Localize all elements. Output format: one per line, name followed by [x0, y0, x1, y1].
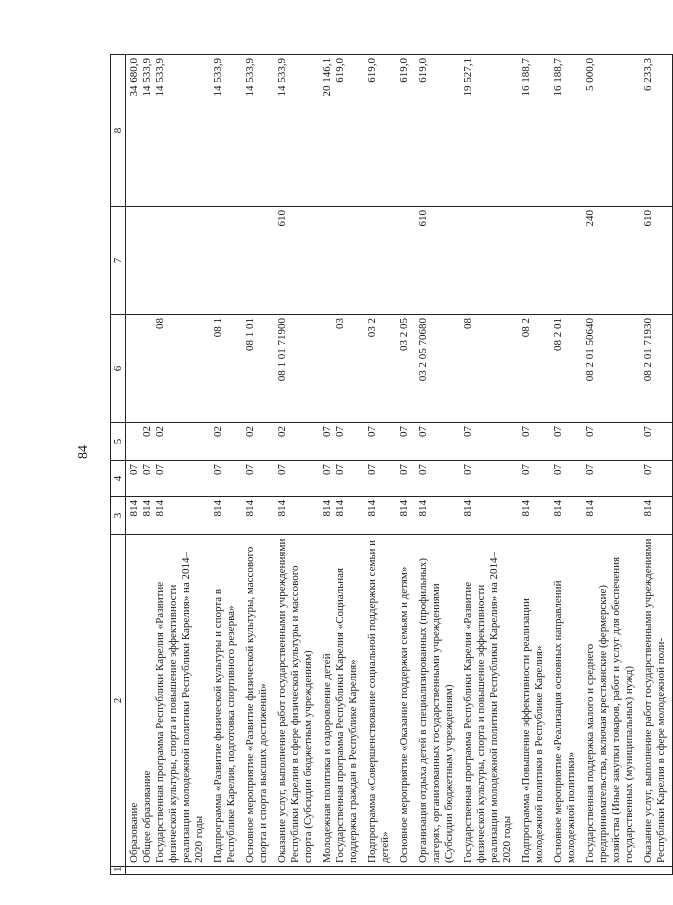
row-description: Организация отдыха детей в специализированных (профильных) лагерях, организованных государственными учреждениями (Субсидии бюджетным учреждениям) [415, 535, 460, 867]
row-cell-c4: 07 [415, 461, 460, 497]
row-cell-c3: 814 [550, 497, 582, 535]
row-cell-c4: 07 [460, 461, 518, 497]
row-description: Оказание услуг, выполнение работ государственными учреждениями Республики Карелия в сфере молодежной поли- [640, 535, 673, 867]
row-cell-c5: 07 07 [319, 423, 364, 461]
row-cell-c6: 08 2 01 [550, 315, 582, 423]
table-row [242, 55, 274, 875]
row-description: Образование Общее образование Государственная программа Республики Карелия «Развитие физической культуры, спорта и повышение эффективности реализации молодежной политики Республики Карелия» на 2014–2020 годы [126, 535, 211, 867]
row-cell-c6: 03 [319, 315, 364, 423]
row-cell-c8: 16 188,7 [550, 55, 582, 207]
row-cell-c8: 16 188,7 [518, 55, 550, 207]
row-description: Основное мероприятие «Оказание поддержки семьям и детям» [396, 535, 415, 867]
column-header: 5 [111, 423, 126, 461]
row-cell-c1 [582, 867, 640, 875]
row-cell-c4: 07 [242, 461, 274, 497]
row-cell-c5: 07 [518, 423, 550, 461]
row-cell-c3: 814 [210, 497, 242, 535]
row-cell-c8: 14 533,9 [242, 55, 274, 207]
row-cell-c7: 240 [582, 207, 640, 315]
row-cell-c5: 07 [460, 423, 518, 461]
table-row [415, 55, 460, 875]
row-cell-c7: 610 [274, 207, 319, 315]
row-description: Основное мероприятие «Развитие физической культуры, массового спорта и спорта высших достижений» [242, 535, 274, 867]
row-cell-c1 [396, 867, 415, 875]
row-cell-c7 [210, 207, 242, 315]
table-row [274, 55, 319, 875]
row-description: Подпрограмма «Повышение эффективности реализации молодежной политики в Республике Карелия» [518, 535, 550, 867]
row-cell-c8: 619,0 [364, 55, 396, 207]
row-cell-c4: 07 [640, 461, 673, 497]
row-cell-c6: 08 2 01 50640 [582, 315, 640, 423]
row-cell-c3: 814 [640, 497, 673, 535]
row-cell-c8: 19 527,1 [460, 55, 518, 207]
row-cell-c1 [415, 867, 460, 875]
row-cell-c7 [396, 207, 415, 315]
budget-table-container [110, 55, 667, 875]
row-cell-c5: 07 [415, 423, 460, 461]
column-header: 8 [111, 55, 126, 207]
row-cell-c7: 610 [640, 207, 673, 315]
row-cell-c8: 619,0 [415, 55, 460, 207]
row-cell-c1 [518, 867, 550, 875]
row-cell-c1 [550, 867, 582, 875]
row-cell-c4: 07 [210, 461, 242, 497]
row-cell-c4: 07 [274, 461, 319, 497]
row-cell-c4: 07 [550, 461, 582, 497]
row-cell-c8: 14 533,9 [210, 55, 242, 207]
row-cell-c1 [126, 867, 211, 875]
row-cell-c7 [550, 207, 582, 315]
row-cell-c3: 814 [274, 497, 319, 535]
table-row [126, 55, 211, 875]
table-row [518, 55, 550, 875]
row-cell-c5: 07 [582, 423, 640, 461]
row-cell-c1 [319, 867, 364, 875]
row-description: Молодежная политика и оздоровление детей Государственная программа Республики Карелия «Социальная поддержка граждан в Республике Карелия» [319, 535, 364, 867]
row-cell-c1 [460, 867, 518, 875]
row-cell-c8: 5 000,0 [582, 55, 640, 207]
row-cell-c1 [210, 867, 242, 875]
row-cell-c3: 814 [364, 497, 396, 535]
column-header: 3 [111, 497, 126, 535]
row-cell-c7: 610 [415, 207, 460, 315]
row-cell-c6: 08 1 [210, 315, 242, 423]
row-cell-c4: 07 [582, 461, 640, 497]
column-header: 1 [111, 867, 126, 875]
row-cell-c3: 814 [582, 497, 640, 535]
row-cell-c5: 02 02 [126, 423, 211, 461]
row-description: Основное мероприятие «Реализация основных направлений молодежной политики» [550, 535, 582, 867]
row-cell-c3: 814 [242, 497, 274, 535]
table-row [582, 55, 640, 875]
row-cell-c7 [460, 207, 518, 315]
column-header: 2 [111, 535, 126, 867]
row-cell-c8: 6 233,3 [640, 55, 673, 207]
row-cell-c5: 02 [210, 423, 242, 461]
row-cell-c5: 02 [274, 423, 319, 461]
row-cell-c1 [242, 867, 274, 875]
row-cell-c6: 08 1 01 71900 [274, 315, 319, 423]
table-row [364, 55, 396, 875]
row-cell-c3: 814 814 [319, 497, 364, 535]
table-row [550, 55, 582, 875]
row-cell-c7 [126, 207, 211, 315]
row-cell-c1 [274, 867, 319, 875]
table-row [210, 55, 242, 875]
row-cell-c6: 08 2 01 71930 [640, 315, 673, 423]
table-row [460, 55, 518, 875]
row-cell-c3: 814 [415, 497, 460, 535]
table-row [396, 55, 415, 875]
row-cell-c6: 08 2 [518, 315, 550, 423]
row-cell-c6: 08 [126, 315, 211, 423]
row-cell-c6: 03 2 05 70680 [415, 315, 460, 423]
row-cell-c5: 07 [364, 423, 396, 461]
row-cell-c6: 03 2 [364, 315, 396, 423]
column-header: 4 [111, 461, 126, 497]
table-row [319, 55, 364, 875]
table-row [640, 55, 673, 875]
row-cell-c7 [319, 207, 364, 315]
row-cell-c8: 20 146,1 619,0 [319, 55, 364, 207]
row-cell-c1 [640, 867, 673, 875]
row-cell-c6: 08 [460, 315, 518, 423]
row-description: Подпрограмма «Совершенствование социальной поддержки семьи и детей» [364, 535, 396, 867]
column-header: 7 [111, 207, 126, 315]
row-cell-c6: 08 1 01 [242, 315, 274, 423]
row-cell-c1 [364, 867, 396, 875]
row-cell-c6: 03 2 05 [396, 315, 415, 423]
row-cell-c4: 07 07 [319, 461, 364, 497]
row-description: Государственная программа Республики Карелия «Развитие физической культуры, спорта и повышение эффективности реализации молодежной политики Республики Карелия» на 2014–2020 годы [460, 535, 518, 867]
row-description: Оказание услуг, выполнение работ государственными учреждениями Республики Карелия в сфере физической культуры и массового спорта (Субсидии бюджетным учреждениям) [274, 535, 319, 867]
row-cell-c3: 814 [396, 497, 415, 535]
row-cell-c8: 619,0 [396, 55, 415, 207]
row-cell-c5: 07 [550, 423, 582, 461]
row-cell-c4: 07 [518, 461, 550, 497]
budget-table [110, 54, 673, 875]
row-cell-c5: 07 [640, 423, 673, 461]
row-cell-c3: 814 [460, 497, 518, 535]
row-cell-c3: 814 [518, 497, 550, 535]
row-cell-c5: 07 [396, 423, 415, 461]
row-cell-c7 [518, 207, 550, 315]
row-cell-c8: 14 533,9 [274, 55, 319, 207]
column-header: 6 [111, 315, 126, 423]
row-cell-c4: 07 [396, 461, 415, 497]
row-cell-c8: 34 680,0 14 533,9 14 533,9 [126, 55, 211, 207]
header-row [111, 55, 126, 875]
row-cell-c7 [242, 207, 274, 315]
row-description: Государственная поддержка малого и среднего предпринимательства, включая крестьянские (фермерские) хозяйства (Иные закупки товаров, работ и услуг для обеспечения государственных (муниципальных) нужд) [582, 535, 640, 867]
row-cell-c4: 07 [364, 461, 396, 497]
row-cell-c3: 814 814 814 [126, 497, 211, 535]
row-cell-c5: 02 [242, 423, 274, 461]
row-cell-c4: 07 07 07 [126, 461, 211, 497]
row-cell-c7 [364, 207, 396, 315]
page-number: 84 [76, 445, 91, 459]
row-description: Подпрограмма «Развитие физической культуры и спорта в Республике Карелия, подготовка спортивного резерва» [210, 535, 242, 867]
